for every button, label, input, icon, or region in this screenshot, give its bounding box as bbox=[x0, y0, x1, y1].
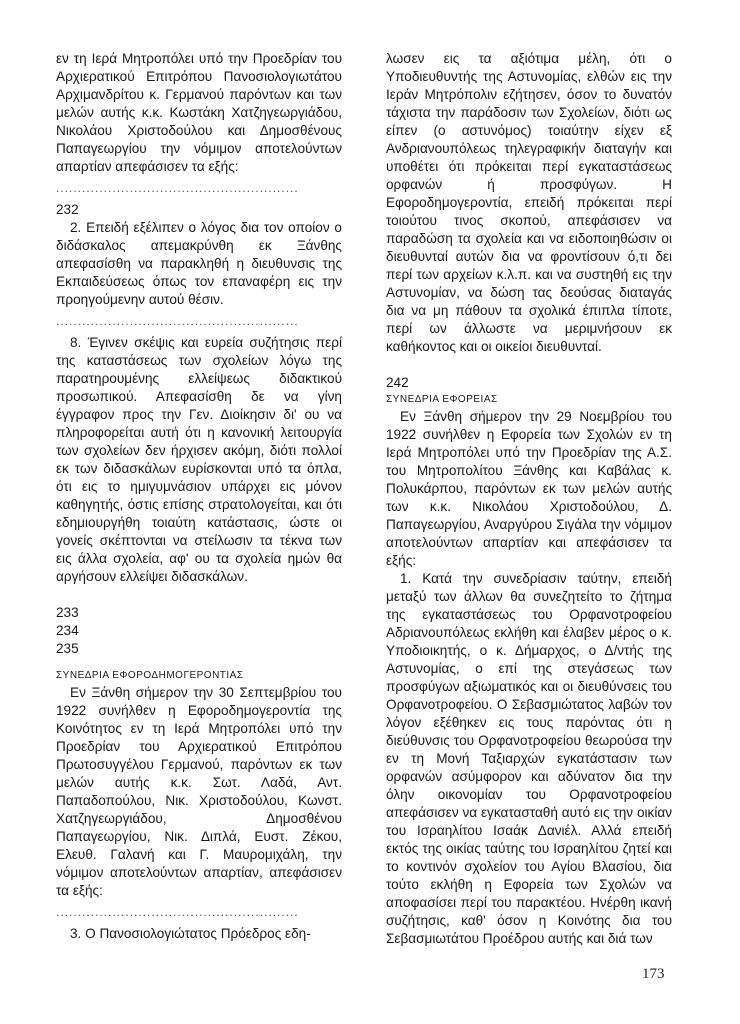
paragraph: Εν Ξάνθη σήμερον την 29 Νοεμβρίου του 1922 συνήλθεν η Εφορεία των Σχολών εν τη Ιερά Μητροπόλει υπό την Προεδρίαν της Α.Σ. του Μητροπολίτου Ξάνθης και Καβάλας κ. Πολυκάρπου, παρόντων εκ των μελών αυτής των κ.κ. Νικολάου Χριστοδούλου, Δ. Παπαγεωργίου, Αναργύρου Σιγάλα την νόμιμον αποτελούντων απαρτίαν και απεφάσισεν τα εξής: bbox=[386, 409, 672, 568]
paragraph: λωσεν εις τα αξιότιμα μέλη, ότι ο Υποδιευθυντής της Αστυνομίας, ελθών εις την Ιεράν Μητρόπολιν εζήτησεν, όσον το δυνατόν τάχιστα την παράδοσιν των Σχολείων, διότι ως είπεν (ο αστυνόμος) τοιαύτην είχεν εξ Ανδριανουπόλεως τηλεγραφικήν διαταγήν και υποθέτει ότι πρόκειται περί εγκαταστάσεως ορφανών ή προσφύγων. Η Εφοροδημογεροντία, επειδή πρόκειται περί τοιούτου τινος σκοπού, απεφάσισεν να παραδώση τα σχολεία και να ειδοποιηθώσιν οι διευθυνταί αυτών δια να φροντίσουν ό,τι δει περί των αρχείων κ.λ.π. και να συστηθή εις την Αστυνομίαν, να δώση τας δεούσας διαταγάς δια να μη πάθουν τα σχολικά έπιπλα τίποτε, περί ων άλλωστε να μεριμνήσουν εκ καθήκοντος και οι οικείοι διευθυνταί. bbox=[386, 51, 672, 354]
document-number: 235 bbox=[56, 641, 79, 656]
left-column bbox=[56, 50, 342, 943]
paragraph: εν τη Ιερά Μητροπόλει υπό την Προεδρίαν του Αρχιερατικού Επιτρόπου Πανοσιολογιωτάτου Αρχιμανδρίτου κ. Γερμανού παρόντων και των μελών αυτής κ.κ. Κωστάκη Χατζηγεωργιάδου, Νικολάου Χριστοδούλου και Δημοσθένους Παπαγεωργίου την νόμιμον αποτελούντων απαρτίαν απεφάσισεν τα εξής: bbox=[56, 51, 342, 174]
section-heading: ΣΥΝΕΔΡΙΑ ΕΦΟΡΕΙΑΣ bbox=[386, 394, 498, 405]
ellipsis-divider: ........................................................ bbox=[56, 905, 299, 919]
document-number: 232 bbox=[56, 202, 79, 217]
document-number: 234 bbox=[56, 623, 79, 638]
ellipsis-divider: ........................................................ bbox=[56, 181, 299, 195]
ellipsis-divider: ........................................................ bbox=[56, 314, 299, 328]
page-number: 173 bbox=[642, 966, 665, 982]
paragraph: 2. Επειδή εξέλιπεν ο λόγος δια τον οποίον ο διδάσκαλος απεμακρύνθη εκ Ξάνθης απεφασίσθη να παρακληθή η διευθυνσις της Εκπαιδεύσεως όπως τον επαναφέρη εις την προηγούμενην αυτού θέσιν. bbox=[56, 220, 342, 307]
document-number: 242 bbox=[386, 375, 409, 390]
paragraph: Εν Ξάνθη σήμερον την 30 Σεπτεμβρίου του 1922 συνήλθεν η Εφοροδημογεροντία της Κοινότητος εν τη Ιερά Μητροπόλει υπό την Προεδρίαν του Αρχιερατικού Επιτρόπου Πρωτοσυγγέλου Γερμανού, παρόντων εκ των μελών αυτής κ.κ. Σωτ. Λαδά, Αντ. Παπαδοπούλου, Νικ. Χριστοδούλου, Κωνστ. Χατζηγεωργιάδου, Δημοσθένου Παπαγεωργίου, Νικ. Διπλά, Ευστ. Ζέκου, Ελευθ. Γαλανή και Γ. Μαυρομιχάλη, την νόμιμον αποτελούντων απαρτίαν, απεφάσισεν τα εξής: bbox=[56, 685, 342, 898]
right-column bbox=[386, 50, 672, 948]
paragraph: 8. Έγινεν σκέψις και ευρεία συζήτησις περί της καταστάσεως των σχολείων λόγω της παρατηρουμένης ελλείψεως διδακτικού προσωπικού. Απεφασίσθη δε να γίνη έγγραφον προς την Γεν. Διοίκησιν δι' ου να πληροφορείται αυτή ότι η κανονική λειτουργία των σχολείων δεν ήρχισεν ακόμη, διότι πολλοί εκ των διδασκάλων ευρίσκονται υπό τα όπλα, ότι εις το ημιγυμνάσιον υπάρχει εις μόνον καθηγητής, όστις επίσης στρατολογείται, και ότι εδημιουργήθη τοιαύτη κατάστασις, ώστε οι γονείς σκέπτονται να στείλωσιν τα τέκνα των εις άλλα σχολεία, αφ' ου τα σχολεία ημών θα αργήσουν ελλείψει διδασκάλων. bbox=[56, 335, 342, 584]
paragraph: 3. Ο Πανοσιολογιώτατος Πρόεδρος εδη- bbox=[70, 926, 311, 941]
section-heading: ΣΥΝΕΔΡΙΑ ΕΦΟΡΟΔΗΜΟΓΕΡΟΝΤΙΑΣ bbox=[56, 670, 244, 681]
document-number: 233 bbox=[56, 605, 79, 620]
paragraph: 1. Κατά την συνεδρίασιν ταύτην, επειδή μεταξύ των άλλων θα συνεζητείτο το ζήτημα της εγκαταστάσεως του Ορφανοτροφείου Αδριανουπόλεως εκλήθη και έλαβεν μέρος ο κ. Υποδιοικητής, ο κ. Δήμαρχος, ο Δ/ντής της Αστυνομίας, ο επί της στεγάσεως των προσφύγων αξιωματικός και οι διευθύνσεις του Ορφανοτροφείου. Ο Σεβασμιώτατος λαβών τον λόγον εξέθηκεν εις τους παρόντας ότι η διεύθυνσις του Ορφανοτροφείου θεωρούσα την εν τη Μονή Ταξιαρχών εγκατάστασιν των ορφανών ασύμφορον και αδύνατον δια την όλην οικονομίαν του Ορφανοτροφείου απεφάσισεν να εγκατασταθή αυτό εις την οικίαν του Ισραηλίτου Ισαάκ Δανιέλ. Αλλά επειδή εκτός της οικίας ταύτης του Ισραηλίτου ζητεί και το κοντινόν σχολείον του Αγίου Βλασίου, δια τούτο εκλήθη η Εφορεία των Σχολών να αποφασίσει περί του παρακτέου. Ηνέρθη ικανή συζήτησις, καθ' όσον η Κοινότης δια του Σεβασμιωτάτου Προέδρου αυτής και διά των bbox=[386, 571, 672, 946]
